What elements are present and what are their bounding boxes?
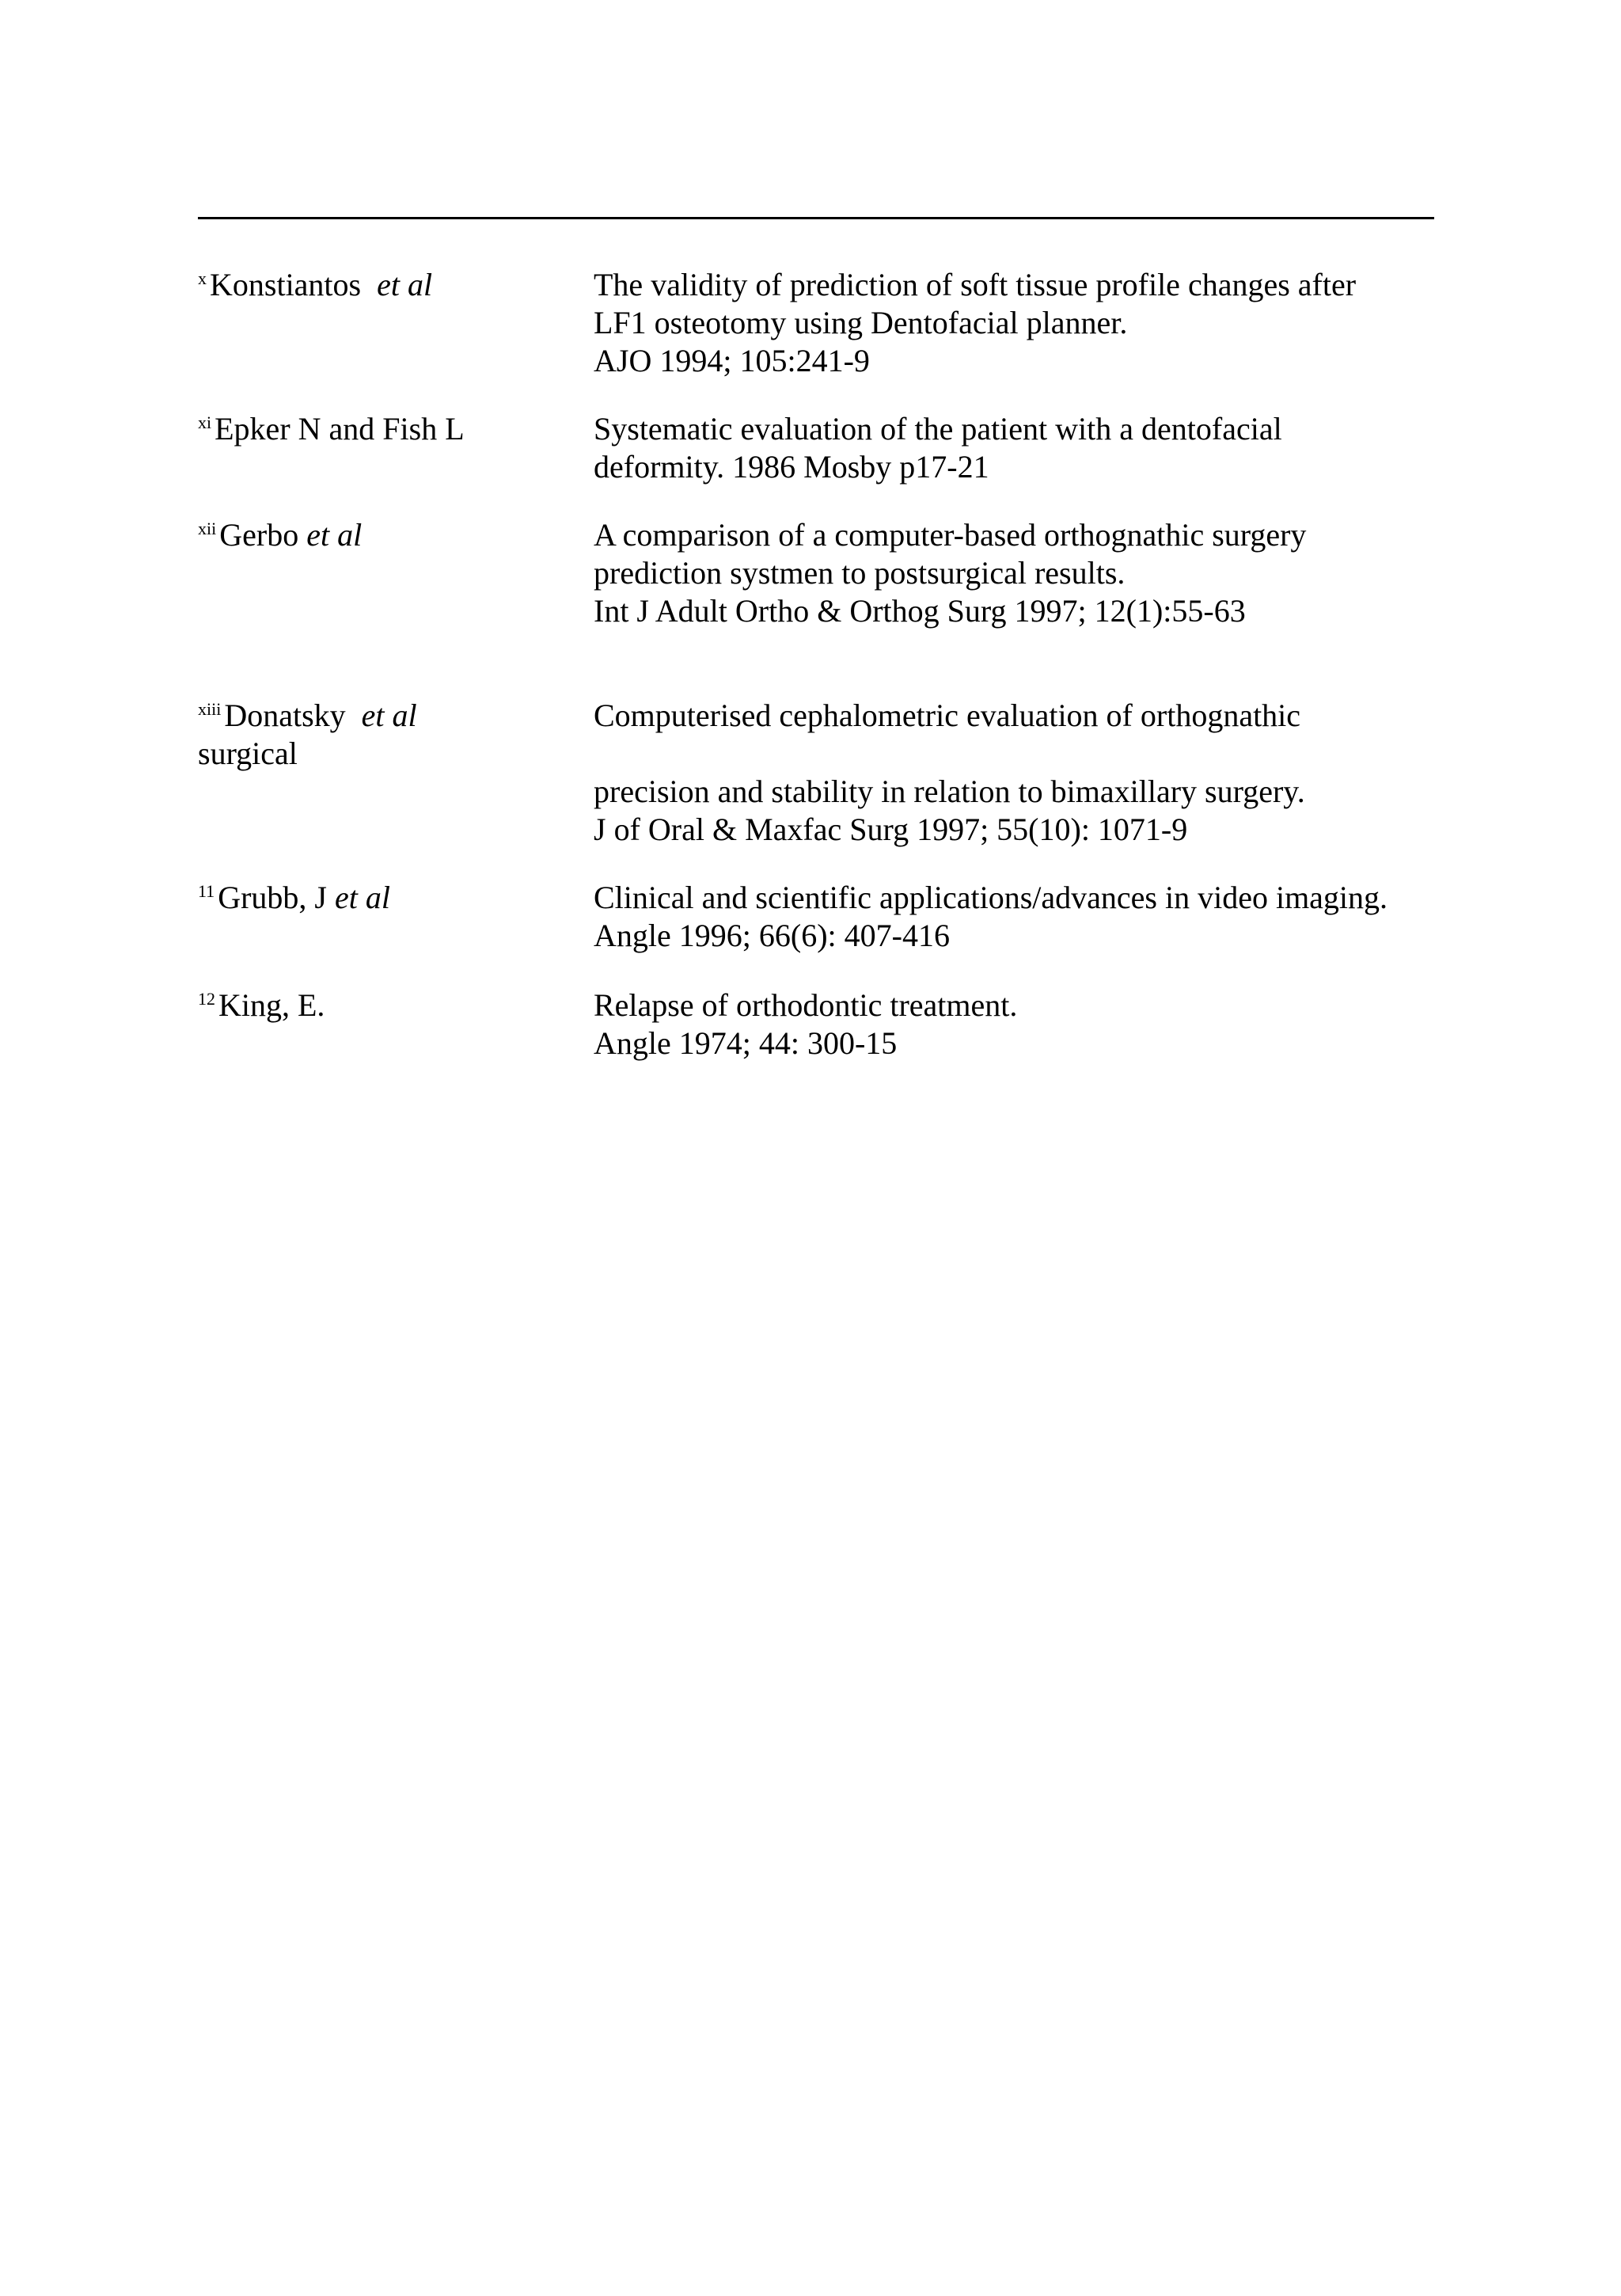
footnote-separator-rule bbox=[198, 217, 1434, 219]
reference-details bbox=[594, 697, 1448, 849]
reference-author bbox=[198, 516, 362, 559]
reference-details bbox=[594, 879, 1448, 955]
reference-author bbox=[198, 697, 417, 739]
reference-blank-line bbox=[594, 735, 1448, 773]
reference-line: Computerised cephalometric evaluation of orthognathic bbox=[594, 698, 1301, 733]
reference-details bbox=[594, 516, 1448, 630]
author-name: Konstiantos bbox=[210, 267, 362, 302]
author-name: King, E. bbox=[218, 987, 325, 1023]
author-et-al: et al bbox=[306, 517, 363, 553]
author-name: Donatsky bbox=[224, 698, 346, 733]
reference-line: Angle 1974; 44: 300-15 bbox=[594, 1025, 898, 1061]
author-name: Grubb, J bbox=[218, 880, 327, 915]
reference-details bbox=[594, 986, 1448, 1062]
author-et-al: et al bbox=[361, 698, 417, 733]
reference-author bbox=[198, 410, 465, 453]
footnote-marker: xii bbox=[198, 519, 217, 538]
footnote-marker: 11 bbox=[198, 881, 215, 901]
footnote-marker: 12 bbox=[198, 989, 215, 1009]
footnote-marker: xiii bbox=[198, 699, 222, 719]
reference-line: deformity. 1986 Mosby p17-21 bbox=[594, 449, 989, 485]
footnote-marker: xi bbox=[198, 412, 212, 432]
reference-author bbox=[198, 266, 432, 309]
author-continuation: surgical bbox=[198, 736, 298, 771]
reference-details bbox=[594, 266, 1448, 380]
reference-line: prediction systmen to postsurgical results. bbox=[594, 555, 1126, 591]
reference-details bbox=[594, 410, 1448, 486]
author-et-al: et al bbox=[334, 880, 390, 915]
reference-author bbox=[198, 986, 325, 1029]
reference-line: precision and stability in relation to bimaxillary surgery. bbox=[594, 774, 1305, 809]
reference-line: Systematic evaluation of the patient with a dentofacial bbox=[594, 411, 1282, 447]
author-name: Gerbo bbox=[219, 517, 299, 553]
reference-line: AJO 1994; 105:241-9 bbox=[594, 343, 870, 378]
reference-line: The validity of prediction of soft tissue profile changes after bbox=[594, 267, 1357, 302]
author-et-al: et al bbox=[377, 267, 433, 302]
reference-line: Angle 1996; 66(6): 407-416 bbox=[594, 918, 950, 953]
reference-line: LF1 osteotomy using Dentofacial planner. bbox=[594, 305, 1128, 340]
reference-line: Relapse of orthodontic treatment. bbox=[594, 987, 1018, 1023]
reference-author bbox=[198, 879, 390, 922]
reference-line: A comparison of a computer-based orthognathic surgery bbox=[594, 517, 1307, 553]
author-name: Epker N and Fish L bbox=[214, 411, 465, 447]
footnote-marker: x bbox=[198, 268, 207, 288]
reference-line: J of Oral & Maxfac Surg 1997; 55(10): 1071-9 bbox=[594, 812, 1188, 847]
reference-line: Clinical and scientific applications/advances in video imaging. bbox=[594, 880, 1388, 915]
reference-line: Int J Adult Ortho & Orthog Surg 1997; 12(1):55-63 bbox=[594, 593, 1246, 629]
